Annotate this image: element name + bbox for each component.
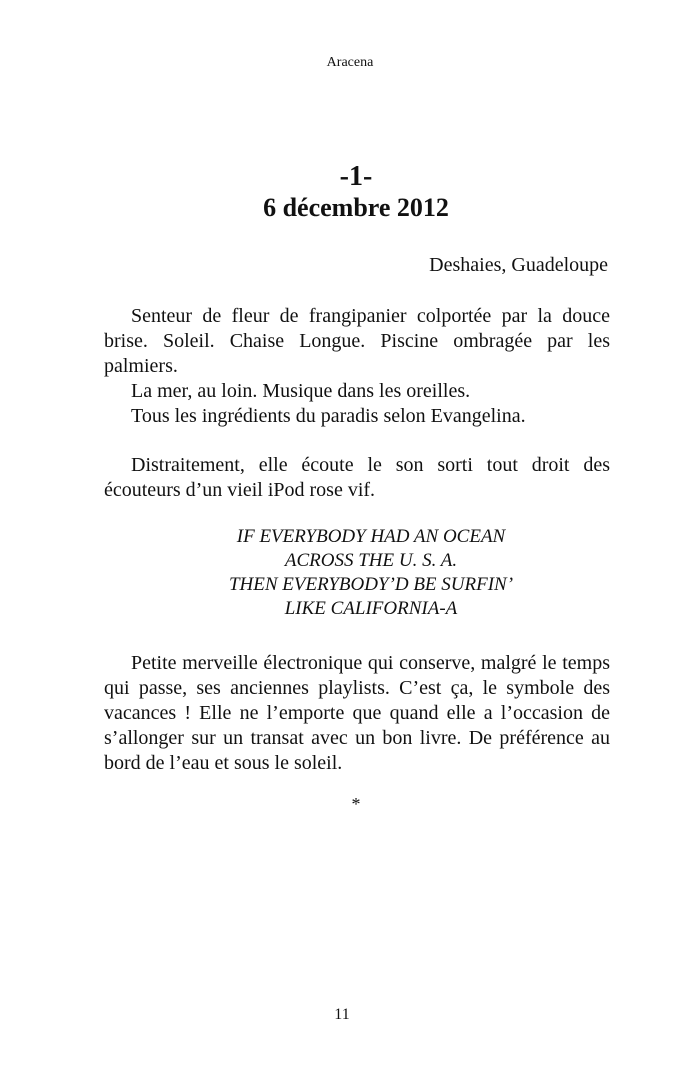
chapter-date: 6 décembre 2012: [263, 193, 449, 222]
lyric-line: LIKE CALIFORNIA-A: [284, 598, 458, 619]
lyric-line: ACROSS THE U. S. A.: [284, 550, 458, 571]
paragraph: Petite merveille électronique qui conserve, malgré le temps qui passe, ses anciennes playlists. C’est ça, le symbole des vacances ! Elle ne l’emporte que quand elle a l’occasion de s’allonger sur un transat avec un bon livre. De préférence au bord de l’eau et sous le soleil.: [104, 652, 610, 774]
paragraph: La mer, au loin. Musique dans les oreilles.: [131, 380, 471, 402]
lyric-line: IF EVERYBODY HAD AN OCEAN: [236, 526, 506, 547]
paragraph: Senteur de fleur de frangipanier colportée par la douce brise. Soleil. Chaise Longue. Piscine ombragée par les palmiers.: [104, 305, 610, 377]
second-section: [104, 453, 610, 503]
third-section: [104, 651, 610, 776]
opening-section: [104, 304, 610, 429]
paragraph: Distraitement, elle écoute le son sorti tout droit des écouteurs d’un vieil iPod rose vif.: [104, 454, 610, 501]
running-header: Aracena: [326, 55, 374, 70]
song-lyrics: [0, 525, 700, 621]
chapter-number: -1-: [339, 161, 373, 192]
paragraph: Tous les ingrédients du paradis selon Evangelina.: [131, 405, 526, 427]
page-number: 11: [334, 1006, 350, 1023]
section-separator: *: [351, 794, 361, 814]
lyric-line: THEN EVERYBODY’D BE SURFIN’: [228, 574, 514, 595]
chapter-location: Deshaies, Guadeloupe: [429, 254, 608, 276]
